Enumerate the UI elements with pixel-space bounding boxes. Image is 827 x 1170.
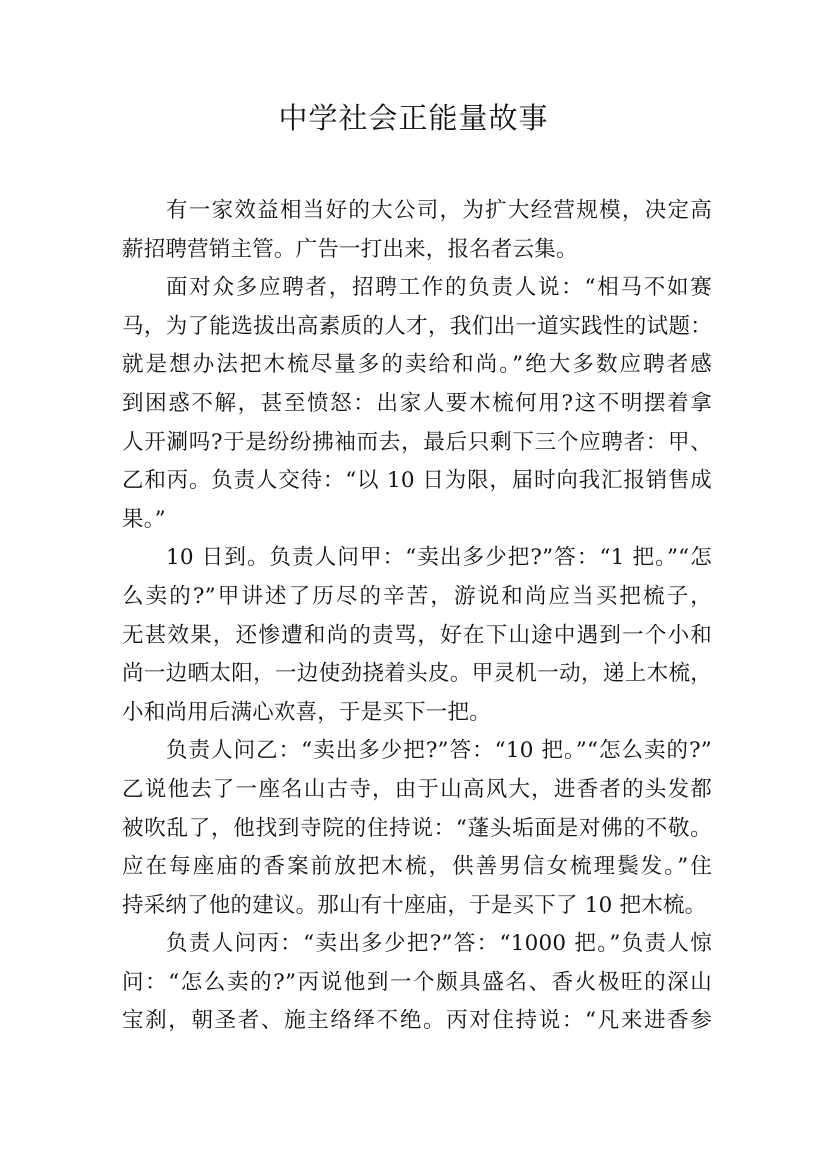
- paragraph-line: 问：“怎么卖的?”丙说他到一个颇具盛名、香火极旺的深山: [122, 969, 712, 995]
- paragraph-line: 被吹乱了，他找到寺院的住持说：“蓬头垢面是对佛的不敬。: [122, 815, 712, 841]
- paragraph-line: 马，为了能选拔出高素质的人才，我们出一道实践性的试题：: [122, 313, 712, 339]
- paragraph-5: [122, 925, 712, 1041]
- paragraph-line: 乙说他去了一座名山古寺，由于山高风大，进香者的头发都: [122, 776, 712, 802]
- paragraph-line: 么卖的?”甲讲述了历尽的辛苦，游说和尚应当买把梳子，: [122, 583, 712, 609]
- paragraph-line: 宝刹，朝圣者、施主络绎不绝。丙对住持说：“凡来进香参: [122, 1008, 712, 1034]
- paragraph-line: 应在每座庙的香案前放把木梳，供善男信女梳理鬓发。”住: [122, 854, 712, 880]
- paragraph-1: [122, 192, 712, 269]
- document-body: [122, 192, 712, 1041]
- paragraph-line: 10 日到。负责人问甲：“卖出多少把?”答：“1 把。”“怎: [166, 545, 712, 571]
- paragraph-2: [122, 269, 712, 539]
- paragraph-line: 尚一边晒太阳，一边使劲挠着头皮。甲灵机一动，递上木梳，: [122, 661, 712, 687]
- paragraph-line: 无甚效果，还惨遭和尚的责骂，好在下山途中遇到一个小和: [122, 622, 712, 648]
- paragraph-line: 负责人问乙：“卖出多少把?”答：“10 把。”“怎么卖的?”: [166, 738, 712, 764]
- paragraph-line: 有一家效益相当好的大公司，为扩大经营规模，决定高: [166, 198, 712, 223]
- paragraph-line: 薪招聘营销主管。广告一打出来，报名者云集。: [122, 236, 578, 262]
- paragraph-4: [122, 732, 712, 925]
- paragraph-line: 人开涮吗?于是纷纷拂袖而去，最后只剩下三个应聘者：甲、: [122, 429, 712, 455]
- document-title: 中学社会正能量故事: [278, 101, 549, 135]
- paragraph-line: 小和尚用后满心欢喜，于是买下一把。: [122, 699, 491, 725]
- paragraph-line: 乙和丙。负责人交待：“以 10 日为限，届时向我汇报销售成: [122, 468, 712, 494]
- paragraph-3: [122, 539, 712, 732]
- paragraph-line: 面对众多应聘者，招聘工作的负责人说：“相马不如赛: [166, 275, 712, 301]
- paragraph-line: 持采纳了他的建议。那山有十座庙，于是买下了 10 把木梳。: [122, 892, 707, 918]
- paragraph-line: 果。”: [122, 506, 166, 532]
- paragraph-line: 就是想办法把木梳尽量多的卖给和尚。”绝大多数应聘者感: [122, 352, 712, 378]
- paragraph-line: 到困惑不解，甚至愤怒：出家人要木梳何用?这不明摆着拿: [122, 390, 712, 416]
- paragraph-line: 负责人问丙：“卖出多少把?”答：“1000 把。”负责人惊: [166, 931, 712, 957]
